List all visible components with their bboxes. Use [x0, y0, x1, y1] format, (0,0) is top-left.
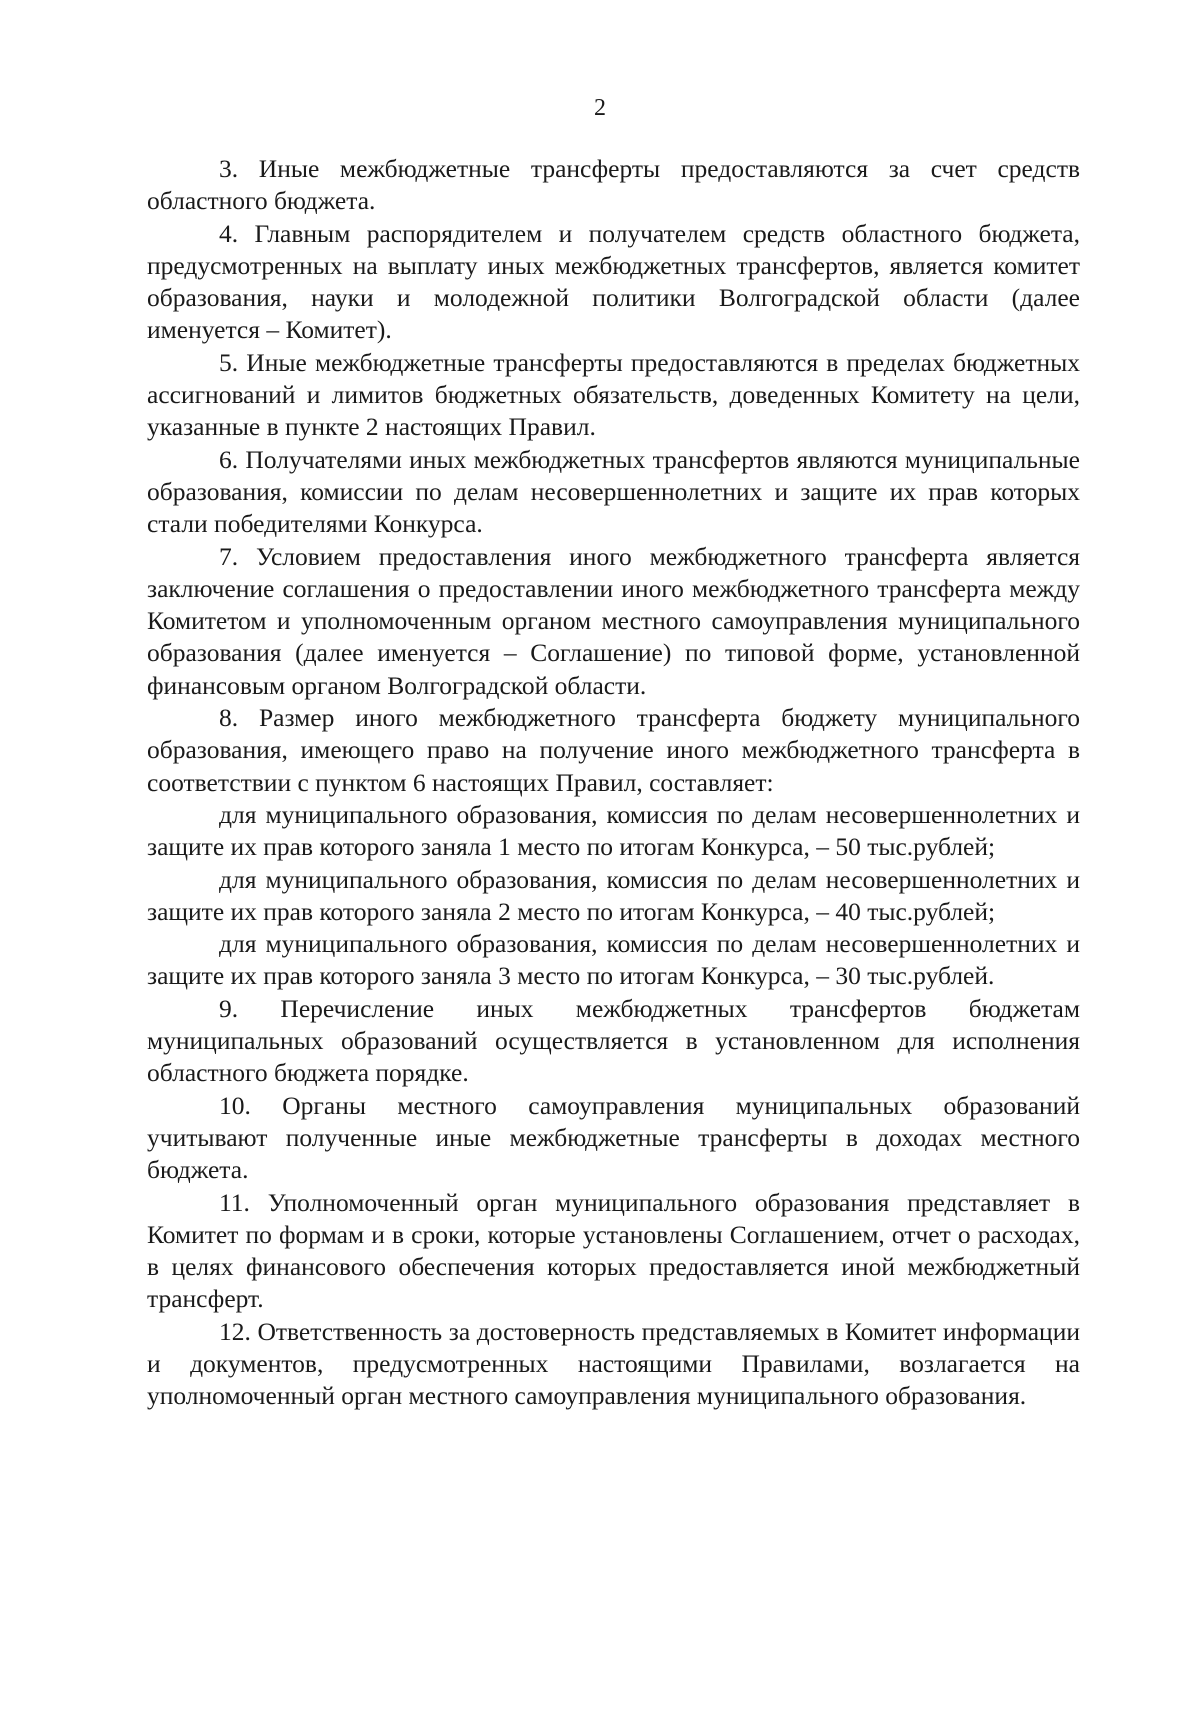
paragraph-8: 8. Размер иного межбюджетного трансферта бюджету муниципального образования, имеющего право на получение иного межбюджетного трансферта в соответствии с пунктом 6 настоящих Правил, составляет:: [147, 703, 1080, 797]
paragraph-7: 7. Условием предоставления иного межбюджетного трансферта является заключение соглашения о предоставлении иного межбюджетного трансферта между Комитетом и уполномоченным органом местного самоуправления муниципального образования (далее именуется – Соглашение) по типовой форме, установленной финансовым органом Волгоградской области.: [147, 541, 1080, 700]
page-number: 2: [594, 95, 606, 121]
paragraph-3: 3. Иные межбюджетные трансферты предоставляются за счет средств областного бюджета.: [147, 154, 1080, 216]
paragraph-5: 5. Иные межбюджетные трансферты предоставляются в пределах бюджетных ассигнований и лимитов бюджетных обязательств, доведенных Комитету на цели, указанные в пункте 2 настоящих Правил.: [147, 347, 1080, 442]
document-body: [147, 153, 1080, 1413]
paragraph-6: 6. Получателями иных межбюджетных трансфертов являются муниципальные образования, комиссии по делам несовершеннолетних и защите их прав которых стали победителями Конкурса.: [147, 444, 1080, 539]
paragraph-11: 11. Уполномоченный орган муниципального образования представляет в Комитет по формам и в сроки, которые установлены Соглашением, отчет о расходах, в целях финансового обеспечения которых предоставляется иной межбюджетный трансферт.: [147, 1187, 1080, 1314]
paragraph-4: 4. Главным распорядителем и получателем средств областного бюджета, предусмотренных на выплату иных межбюджетных трансфертов, является комитет образования, науки и молодежной политики Волгоградской области (далее именуется – Комитет).: [147, 218, 1080, 345]
paragraph-8-place-3: для муниципального образования, комиссия по делам несовершеннолетних и защите их прав которого заняла 3 место по итогам Конкурса, – 30 тыс.рублей.: [147, 929, 1080, 991]
paragraph-10: 10. Органы местного самоуправления муниципальных образований учитывают полученные иные межбюджетные трансферты в доходах местного бюджета.: [147, 1090, 1080, 1185]
paragraph-9: 9. Перечисление иных межбюджетных трансфертов бюджетам муниципальных образований осуществляется в установленном для исполнения областного бюджета порядке.: [147, 993, 1080, 1088]
paragraph-8-place-1: для муниципального образования, комиссия по делам несовершеннолетних и защите их прав которого заняла 1 место по итогам Конкурса, – 50 тыс.рублей;: [147, 799, 1080, 862]
paragraph-8-place-2: для муниципального образования, комиссия по делам несовершеннолетних и защите их прав которого заняла 2 место по итогам Конкурса, – 40 тыс.рублей;: [147, 864, 1080, 926]
paragraph-12: 12. Ответственность за достоверность представляемых в Комитет информации и документов, предусмотренных настоящими Правилами, возлагается на уполномоченный орган местного самоуправления муниципального образования.: [147, 1316, 1080, 1411]
